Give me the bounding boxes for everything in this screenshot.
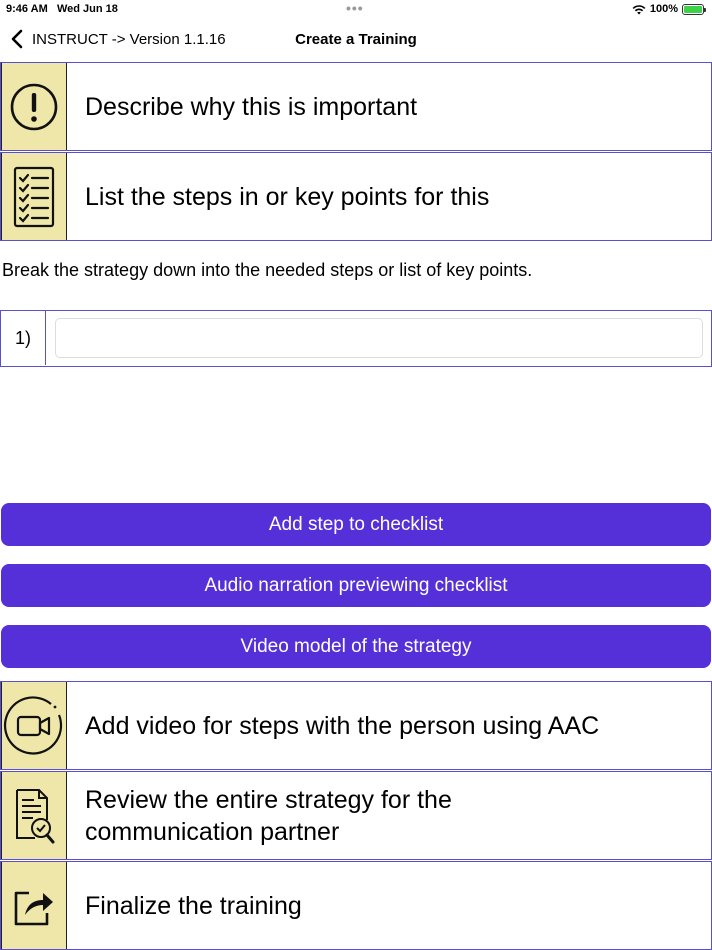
back-label: INSTRUCT -> Version 1.1.16 bbox=[32, 30, 226, 48]
status-time-date: 9:46 AM Wed Jun 18 bbox=[6, 3, 118, 15]
add-step-button[interactable]: Add step to checklist bbox=[1, 503, 711, 546]
status-bar bbox=[0, 0, 712, 18]
multitasking-dots[interactable]: ••• bbox=[346, 0, 364, 16]
video-model-button[interactable]: Video model of the strategy bbox=[1, 625, 711, 668]
audio-narration-button[interactable]: Audio narration previewing checklist bbox=[1, 564, 711, 607]
section-review-label-line1: Review the entire strategy for the bbox=[85, 785, 452, 814]
checklist-step-row bbox=[0, 310, 712, 367]
share-icon bbox=[1, 862, 67, 949]
section-important[interactable] bbox=[0, 62, 712, 151]
section-steps-label: List the steps in or key points for this bbox=[85, 182, 490, 211]
instructions-text: Break the strategy down into the needed steps or list of key points. bbox=[2, 260, 533, 280]
exclamation-circle-icon bbox=[1, 63, 67, 150]
wifi-icon bbox=[632, 4, 646, 15]
status-right bbox=[632, 3, 704, 15]
battery-percent: 100% bbox=[649, 3, 678, 15]
section-finalize-label: Finalize the training bbox=[85, 891, 302, 920]
page-title: Create a Training bbox=[295, 31, 417, 48]
document-search-icon bbox=[1, 772, 67, 859]
section-review[interactable] bbox=[0, 771, 712, 860]
step-input[interactable] bbox=[55, 318, 703, 358]
navigation-bar bbox=[0, 24, 712, 56]
checklist-icon bbox=[1, 153, 67, 240]
battery-charging-icon bbox=[682, 4, 704, 15]
section-review-label bbox=[67, 784, 452, 848]
section-video-aac[interactable] bbox=[0, 681, 712, 770]
step-number: 1) bbox=[1, 311, 46, 365]
section-review-label-line2: communication partner bbox=[85, 817, 340, 846]
video-camera-icon bbox=[1, 682, 67, 769]
section-steps[interactable] bbox=[0, 152, 712, 241]
section-finalize[interactable] bbox=[0, 861, 712, 950]
section-video-aac-label: Add video for steps with the person using AAC bbox=[85, 711, 600, 740]
section-important-label: Describe why this is important bbox=[85, 92, 418, 121]
